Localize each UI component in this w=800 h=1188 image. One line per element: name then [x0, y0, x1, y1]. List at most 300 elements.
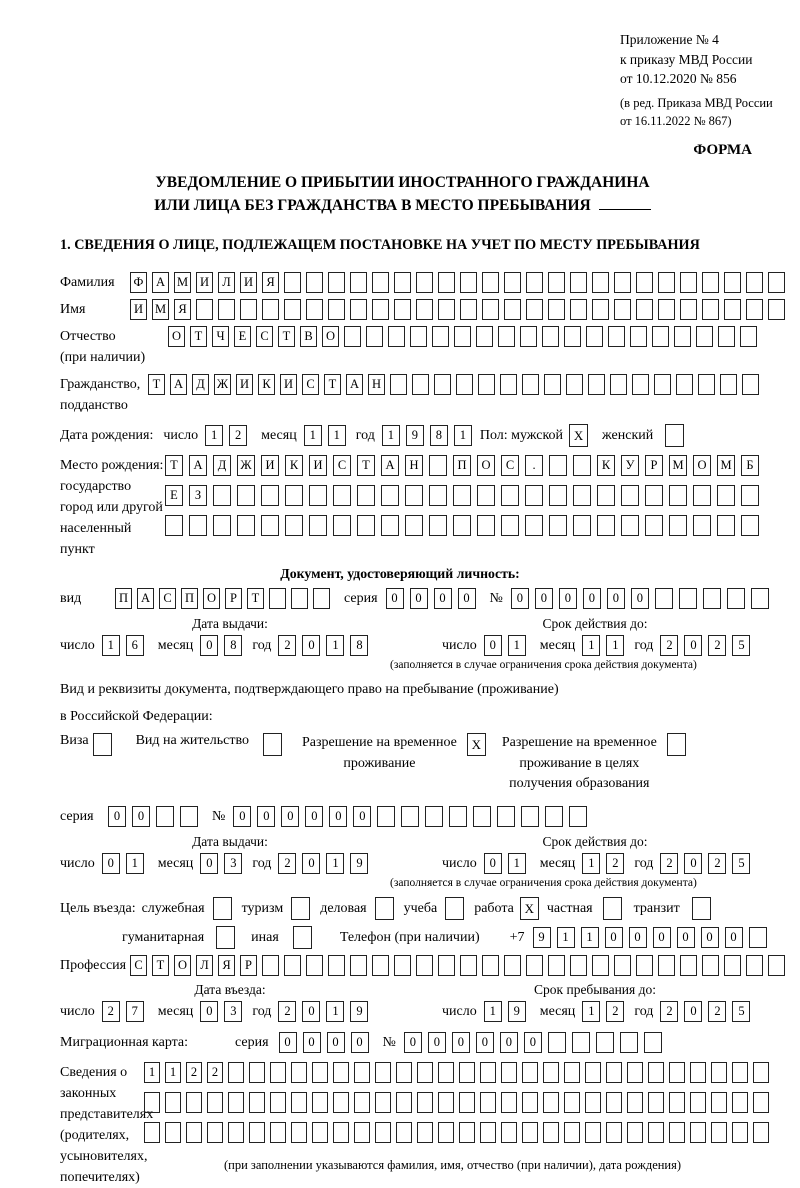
char-cell[interactable]	[543, 1062, 559, 1083]
char-cell[interactable]	[396, 1062, 412, 1083]
issue-month-cells[interactable]	[200, 853, 242, 874]
char-cell[interactable]	[497, 806, 515, 827]
char-cell[interactable]	[405, 485, 423, 506]
char-cell[interactable]: Р	[240, 955, 257, 976]
char-cell[interactable]	[636, 955, 653, 976]
char-cell[interactable]: Т	[247, 588, 264, 609]
char-cell[interactable]	[405, 515, 423, 536]
char-cell[interactable]	[520, 326, 537, 347]
purpose-other-checkbox[interactable]	[293, 926, 312, 949]
char-cell[interactable]: П	[181, 588, 198, 609]
char-cell[interactable]: С	[159, 588, 176, 609]
char-cell[interactable]: 0	[410, 588, 428, 609]
char-cell[interactable]	[501, 515, 519, 536]
char-cell[interactable]	[480, 1062, 496, 1083]
char-cell[interactable]: 2	[278, 635, 296, 656]
char-cell[interactable]	[354, 1062, 370, 1083]
char-cell[interactable]: А	[346, 374, 363, 395]
char-cell[interactable]	[727, 588, 745, 609]
char-cell[interactable]	[746, 955, 763, 976]
char-cell[interactable]	[549, 515, 567, 536]
char-cell[interactable]: Р	[645, 455, 663, 476]
char-cell[interactable]: Д	[213, 455, 231, 476]
birth-place-row2[interactable]	[165, 485, 759, 506]
char-cell[interactable]	[456, 374, 473, 395]
char-cell[interactable]	[573, 455, 591, 476]
char-cell[interactable]: 0	[327, 1032, 345, 1053]
char-cell[interactable]	[454, 326, 471, 347]
valid-day-cells[interactable]	[484, 635, 526, 656]
char-cell[interactable]	[542, 326, 559, 347]
char-cell[interactable]	[690, 1092, 706, 1113]
issue-year-cells[interactable]	[278, 635, 368, 656]
char-cell[interactable]	[549, 455, 567, 476]
char-cell[interactable]: С	[501, 455, 519, 476]
char-cell[interactable]: 0	[281, 806, 299, 827]
char-cell[interactable]: 2	[229, 425, 247, 446]
char-cell[interactable]	[207, 1122, 223, 1143]
char-cell[interactable]: П	[115, 588, 132, 609]
char-cell[interactable]	[614, 299, 631, 320]
char-cell[interactable]: 1	[326, 853, 344, 874]
char-cell[interactable]	[284, 272, 301, 293]
char-cell[interactable]	[572, 1032, 590, 1053]
char-cell[interactable]	[416, 955, 433, 976]
char-cell[interactable]: 0	[684, 635, 702, 656]
char-cell[interactable]	[674, 326, 691, 347]
char-cell[interactable]: Ч	[212, 326, 229, 347]
entry-year-cells[interactable]	[278, 1001, 368, 1022]
doc-number-cells[interactable]	[511, 588, 769, 609]
char-cell[interactable]	[504, 299, 521, 320]
char-cell[interactable]: 0	[684, 853, 702, 874]
char-cell[interactable]	[768, 955, 785, 976]
char-cell[interactable]: 8	[430, 425, 448, 446]
char-cell[interactable]	[165, 515, 183, 536]
char-cell[interactable]	[521, 806, 539, 827]
char-cell[interactable]: О	[693, 455, 711, 476]
char-cell[interactable]: 0	[605, 927, 623, 948]
char-cell[interactable]: 0	[302, 853, 320, 874]
char-cell[interactable]: 0	[303, 1032, 321, 1053]
char-cell[interactable]	[284, 299, 301, 320]
char-cell[interactable]	[585, 1092, 601, 1113]
char-cell[interactable]	[718, 326, 735, 347]
temp-residence-checkbox[interactable]: X	[467, 733, 486, 756]
char-cell[interactable]: Л	[196, 955, 213, 976]
stay-day-cells[interactable]	[484, 1001, 526, 1022]
char-cell[interactable]: И	[236, 374, 253, 395]
char-cell[interactable]: 2	[606, 853, 624, 874]
char-cell[interactable]: И	[130, 299, 147, 320]
valid-year-cells[interactable]	[660, 635, 750, 656]
char-cell[interactable]	[570, 272, 587, 293]
char-cell[interactable]	[592, 272, 609, 293]
char-cell[interactable]	[693, 515, 711, 536]
char-cell[interactable]	[237, 485, 255, 506]
issue-month-cells[interactable]	[200, 635, 242, 656]
char-cell[interactable]	[544, 374, 561, 395]
char-cell[interactable]: 1	[126, 853, 144, 874]
char-cell[interactable]	[669, 1092, 685, 1113]
char-cell[interactable]	[417, 1062, 433, 1083]
char-cell[interactable]: К	[597, 455, 615, 476]
char-cell[interactable]	[548, 272, 565, 293]
char-cell[interactable]: Ф	[130, 272, 147, 293]
char-cell[interactable]	[669, 485, 687, 506]
purpose-humanitarian-checkbox[interactable]	[216, 926, 235, 949]
char-cell[interactable]: С	[130, 955, 147, 976]
char-cell[interactable]	[354, 1122, 370, 1143]
char-cell[interactable]: 0	[200, 1001, 218, 1022]
char-cell[interactable]	[746, 299, 763, 320]
char-cell[interactable]	[658, 272, 675, 293]
char-cell[interactable]	[621, 515, 639, 536]
char-cell[interactable]	[180, 806, 198, 827]
char-cell[interactable]	[473, 806, 491, 827]
char-cell[interactable]	[480, 1092, 496, 1113]
char-cell[interactable]	[522, 1122, 538, 1143]
char-cell[interactable]: 0	[458, 588, 476, 609]
purpose-tourism-checkbox[interactable]	[291, 897, 310, 920]
char-cell[interactable]: 0	[484, 635, 502, 656]
char-cell[interactable]	[477, 485, 495, 506]
char-cell[interactable]	[306, 955, 323, 976]
char-cell[interactable]	[309, 515, 327, 536]
char-cell[interactable]	[711, 1062, 727, 1083]
char-cell[interactable]: 1	[102, 635, 120, 656]
char-cell[interactable]: 0	[132, 806, 150, 827]
valid-month-cells[interactable]	[582, 635, 624, 656]
char-cell[interactable]: 0	[607, 588, 625, 609]
char-cell[interactable]: 0	[428, 1032, 446, 1053]
char-cell[interactable]: 2	[660, 635, 678, 656]
char-cell[interactable]	[690, 1122, 706, 1143]
char-cell[interactable]: 1	[328, 425, 346, 446]
char-cell[interactable]	[679, 588, 697, 609]
char-cell[interactable]: 1	[205, 425, 223, 446]
char-cell[interactable]: О	[168, 326, 185, 347]
char-cell[interactable]: 1	[484, 1001, 502, 1022]
char-cell[interactable]	[306, 272, 323, 293]
char-cell[interactable]	[676, 374, 693, 395]
char-cell[interactable]: 0	[353, 806, 371, 827]
char-cell[interactable]	[186, 1122, 202, 1143]
char-cell[interactable]: 0	[329, 806, 347, 827]
char-cell[interactable]	[213, 515, 231, 536]
char-cell[interactable]	[732, 1122, 748, 1143]
char-cell[interactable]	[526, 955, 543, 976]
char-cell[interactable]: С	[333, 455, 351, 476]
char-cell[interactable]	[228, 1122, 244, 1143]
char-cell[interactable]	[711, 1092, 727, 1113]
char-cell[interactable]: 0	[200, 853, 218, 874]
char-cell[interactable]: 9	[508, 1001, 526, 1022]
char-cell[interactable]	[608, 326, 625, 347]
char-cell[interactable]	[313, 588, 330, 609]
char-cell[interactable]: 5	[732, 853, 750, 874]
char-cell[interactable]	[449, 806, 467, 827]
char-cell[interactable]	[328, 272, 345, 293]
char-cell[interactable]	[592, 299, 609, 320]
char-cell[interactable]	[438, 955, 455, 976]
char-cell[interactable]	[645, 485, 663, 506]
char-cell[interactable]: 0	[386, 588, 404, 609]
char-cell[interactable]	[357, 515, 375, 536]
char-cell[interactable]	[543, 1092, 559, 1113]
char-cell[interactable]	[753, 1092, 769, 1113]
char-cell[interactable]: 5	[732, 635, 750, 656]
char-cell[interactable]	[630, 326, 647, 347]
char-cell[interactable]	[228, 1062, 244, 1083]
char-cell[interactable]	[237, 515, 255, 536]
char-cell[interactable]	[717, 515, 735, 536]
char-cell[interactable]	[543, 1122, 559, 1143]
char-cell[interactable]	[768, 299, 785, 320]
char-cell[interactable]: 0	[559, 588, 577, 609]
char-cell[interactable]	[381, 485, 399, 506]
char-cell[interactable]	[526, 272, 543, 293]
char-cell[interactable]: Н	[405, 455, 423, 476]
char-cell[interactable]	[526, 299, 543, 320]
char-cell[interactable]: 3	[224, 1001, 242, 1022]
birth-place-row3[interactable]	[165, 515, 759, 536]
char-cell[interactable]	[417, 1122, 433, 1143]
char-cell[interactable]	[228, 1092, 244, 1113]
char-cell[interactable]: 9	[533, 927, 551, 948]
char-cell[interactable]: 1	[582, 853, 600, 874]
char-cell[interactable]	[410, 326, 427, 347]
char-cell[interactable]: 2	[708, 1001, 726, 1022]
char-cell[interactable]	[394, 955, 411, 976]
valid-year-cells[interactable]	[660, 853, 750, 874]
char-cell[interactable]: Д	[192, 374, 209, 395]
char-cell[interactable]	[749, 927, 767, 948]
char-cell[interactable]	[564, 1122, 580, 1143]
char-cell[interactable]	[648, 1122, 664, 1143]
char-cell[interactable]	[357, 485, 375, 506]
char-cell[interactable]: 0	[484, 853, 502, 874]
char-cell[interactable]: 2	[606, 1001, 624, 1022]
char-cell[interactable]: Б	[741, 455, 759, 476]
representatives-row2[interactable]	[144, 1092, 769, 1113]
char-cell[interactable]	[702, 272, 719, 293]
char-cell[interactable]: О	[174, 955, 191, 976]
char-cell[interactable]	[350, 955, 367, 976]
char-cell[interactable]	[459, 1092, 475, 1113]
char-cell[interactable]: 0	[524, 1032, 542, 1053]
char-cell[interactable]	[564, 1092, 580, 1113]
char-cell[interactable]	[429, 485, 447, 506]
char-cell[interactable]	[482, 299, 499, 320]
visa-checkbox[interactable]	[93, 733, 112, 756]
char-cell[interactable]: 0	[233, 806, 251, 827]
migration-series-cells[interactable]	[279, 1032, 369, 1053]
char-cell[interactable]	[627, 1122, 643, 1143]
entry-day-cells[interactable]	[102, 1001, 144, 1022]
char-cell[interactable]: М	[717, 455, 735, 476]
char-cell[interactable]: 0	[511, 588, 529, 609]
char-cell[interactable]: 0	[434, 588, 452, 609]
char-cell[interactable]	[306, 299, 323, 320]
surname-cells[interactable]	[130, 272, 785, 293]
char-cell[interactable]: В	[300, 326, 317, 347]
char-cell[interactable]	[648, 1092, 664, 1113]
char-cell[interactable]	[669, 1062, 685, 1083]
char-cell[interactable]	[417, 1092, 433, 1113]
char-cell[interactable]	[703, 588, 721, 609]
char-cell[interactable]	[438, 1062, 454, 1083]
char-cell[interactable]	[564, 1062, 580, 1083]
char-cell[interactable]: 0	[200, 635, 218, 656]
char-cell[interactable]	[262, 299, 279, 320]
char-cell[interactable]	[438, 1122, 454, 1143]
char-cell[interactable]: 0	[725, 927, 743, 948]
char-cell[interactable]: 0	[279, 1032, 297, 1053]
char-cell[interactable]	[372, 299, 389, 320]
char-cell[interactable]	[566, 374, 583, 395]
char-cell[interactable]	[478, 374, 495, 395]
char-cell[interactable]	[432, 326, 449, 347]
char-cell[interactable]	[460, 272, 477, 293]
char-cell[interactable]: А	[189, 455, 207, 476]
char-cell[interactable]: Р	[225, 588, 242, 609]
char-cell[interactable]	[693, 485, 711, 506]
char-cell[interactable]	[632, 374, 649, 395]
char-cell[interactable]: Я	[262, 272, 279, 293]
char-cell[interactable]	[388, 326, 405, 347]
char-cell[interactable]: 1	[165, 1062, 181, 1083]
char-cell[interactable]	[621, 485, 639, 506]
char-cell[interactable]	[588, 374, 605, 395]
char-cell[interactable]	[658, 299, 675, 320]
char-cell[interactable]	[459, 1062, 475, 1083]
char-cell[interactable]: 7	[126, 1001, 144, 1022]
char-cell[interactable]	[732, 1092, 748, 1113]
char-cell[interactable]	[680, 272, 697, 293]
sex-male-checkbox[interactable]: X	[569, 424, 588, 447]
birth-month-cells[interactable]	[304, 425, 346, 446]
char-cell[interactable]	[165, 1122, 181, 1143]
char-cell[interactable]	[504, 272, 521, 293]
char-cell[interactable]	[645, 515, 663, 536]
issue-year-cells[interactable]	[278, 853, 368, 874]
phone-cells[interactable]	[533, 927, 767, 948]
char-cell[interactable]	[545, 806, 563, 827]
stay-month-cells[interactable]	[582, 1001, 624, 1022]
char-cell[interactable]: 3	[224, 853, 242, 874]
char-cell[interactable]: К	[285, 455, 303, 476]
char-cell[interactable]	[394, 272, 411, 293]
citizenship-cells[interactable]	[148, 374, 759, 395]
char-cell[interactable]: А	[137, 588, 154, 609]
char-cell[interactable]: С	[302, 374, 319, 395]
char-cell[interactable]	[717, 485, 735, 506]
char-cell[interactable]: 9	[406, 425, 424, 446]
char-cell[interactable]	[438, 272, 455, 293]
char-cell[interactable]	[548, 1032, 566, 1053]
given-name-cells[interactable]	[130, 299, 785, 320]
char-cell[interactable]: 0	[305, 806, 323, 827]
char-cell[interactable]	[312, 1122, 328, 1143]
char-cell[interactable]	[207, 1092, 223, 1113]
char-cell[interactable]	[425, 806, 443, 827]
char-cell[interactable]	[768, 272, 785, 293]
char-cell[interactable]: 2	[708, 853, 726, 874]
char-cell[interactable]	[501, 1122, 517, 1143]
char-cell[interactable]: Л	[218, 272, 235, 293]
migration-number-cells[interactable]	[404, 1032, 662, 1053]
char-cell[interactable]: 0	[404, 1032, 422, 1053]
char-cell[interactable]	[270, 1122, 286, 1143]
char-cell[interactable]: Т	[152, 955, 169, 976]
char-cell[interactable]	[344, 326, 361, 347]
char-cell[interactable]	[333, 1062, 349, 1083]
char-cell[interactable]	[394, 299, 411, 320]
char-cell[interactable]: И	[261, 455, 279, 476]
char-cell[interactable]	[350, 299, 367, 320]
char-cell[interactable]	[636, 299, 653, 320]
char-cell[interactable]	[522, 374, 539, 395]
char-cell[interactable]	[669, 515, 687, 536]
char-cell[interactable]: 8	[350, 635, 368, 656]
char-cell[interactable]	[156, 806, 174, 827]
char-cell[interactable]: 2	[708, 635, 726, 656]
char-cell[interactable]: 0	[583, 588, 601, 609]
char-cell[interactable]	[270, 1062, 286, 1083]
char-cell[interactable]	[328, 955, 345, 976]
char-cell[interactable]	[438, 299, 455, 320]
birth-day-cells[interactable]	[205, 425, 247, 446]
char-cell[interactable]	[412, 374, 429, 395]
char-cell[interactable]	[291, 588, 308, 609]
char-cell[interactable]: 1	[582, 635, 600, 656]
char-cell[interactable]: А	[170, 374, 187, 395]
char-cell[interactable]: С	[256, 326, 273, 347]
char-cell[interactable]	[570, 299, 587, 320]
char-cell[interactable]	[573, 515, 591, 536]
char-cell[interactable]	[354, 1092, 370, 1113]
char-cell[interactable]	[614, 955, 631, 976]
char-cell[interactable]: 1	[326, 1001, 344, 1022]
char-cell[interactable]	[434, 374, 451, 395]
char-cell[interactable]: И	[309, 455, 327, 476]
char-cell[interactable]: Ж	[237, 455, 255, 476]
char-cell[interactable]	[654, 374, 671, 395]
birth-place-row1[interactable]	[165, 455, 759, 476]
char-cell[interactable]: Е	[234, 326, 251, 347]
char-cell[interactable]: 2	[186, 1062, 202, 1083]
char-cell[interactable]	[328, 299, 345, 320]
char-cell[interactable]: Я	[174, 299, 191, 320]
char-cell[interactable]	[366, 326, 383, 347]
char-cell[interactable]	[401, 806, 419, 827]
char-cell[interactable]	[333, 485, 351, 506]
purpose-work-checkbox[interactable]: X	[520, 897, 539, 920]
char-cell[interactable]: 9	[350, 1001, 368, 1022]
char-cell[interactable]: 0	[102, 853, 120, 874]
char-cell[interactable]	[372, 955, 389, 976]
char-cell[interactable]	[262, 955, 279, 976]
char-cell[interactable]	[732, 1062, 748, 1083]
char-cell[interactable]	[396, 1092, 412, 1113]
valid-day-cells[interactable]	[484, 853, 526, 874]
char-cell[interactable]: 0	[351, 1032, 369, 1053]
char-cell[interactable]	[196, 299, 213, 320]
char-cell[interactable]	[350, 272, 367, 293]
char-cell[interactable]	[504, 955, 521, 976]
char-cell[interactable]	[375, 1062, 391, 1083]
